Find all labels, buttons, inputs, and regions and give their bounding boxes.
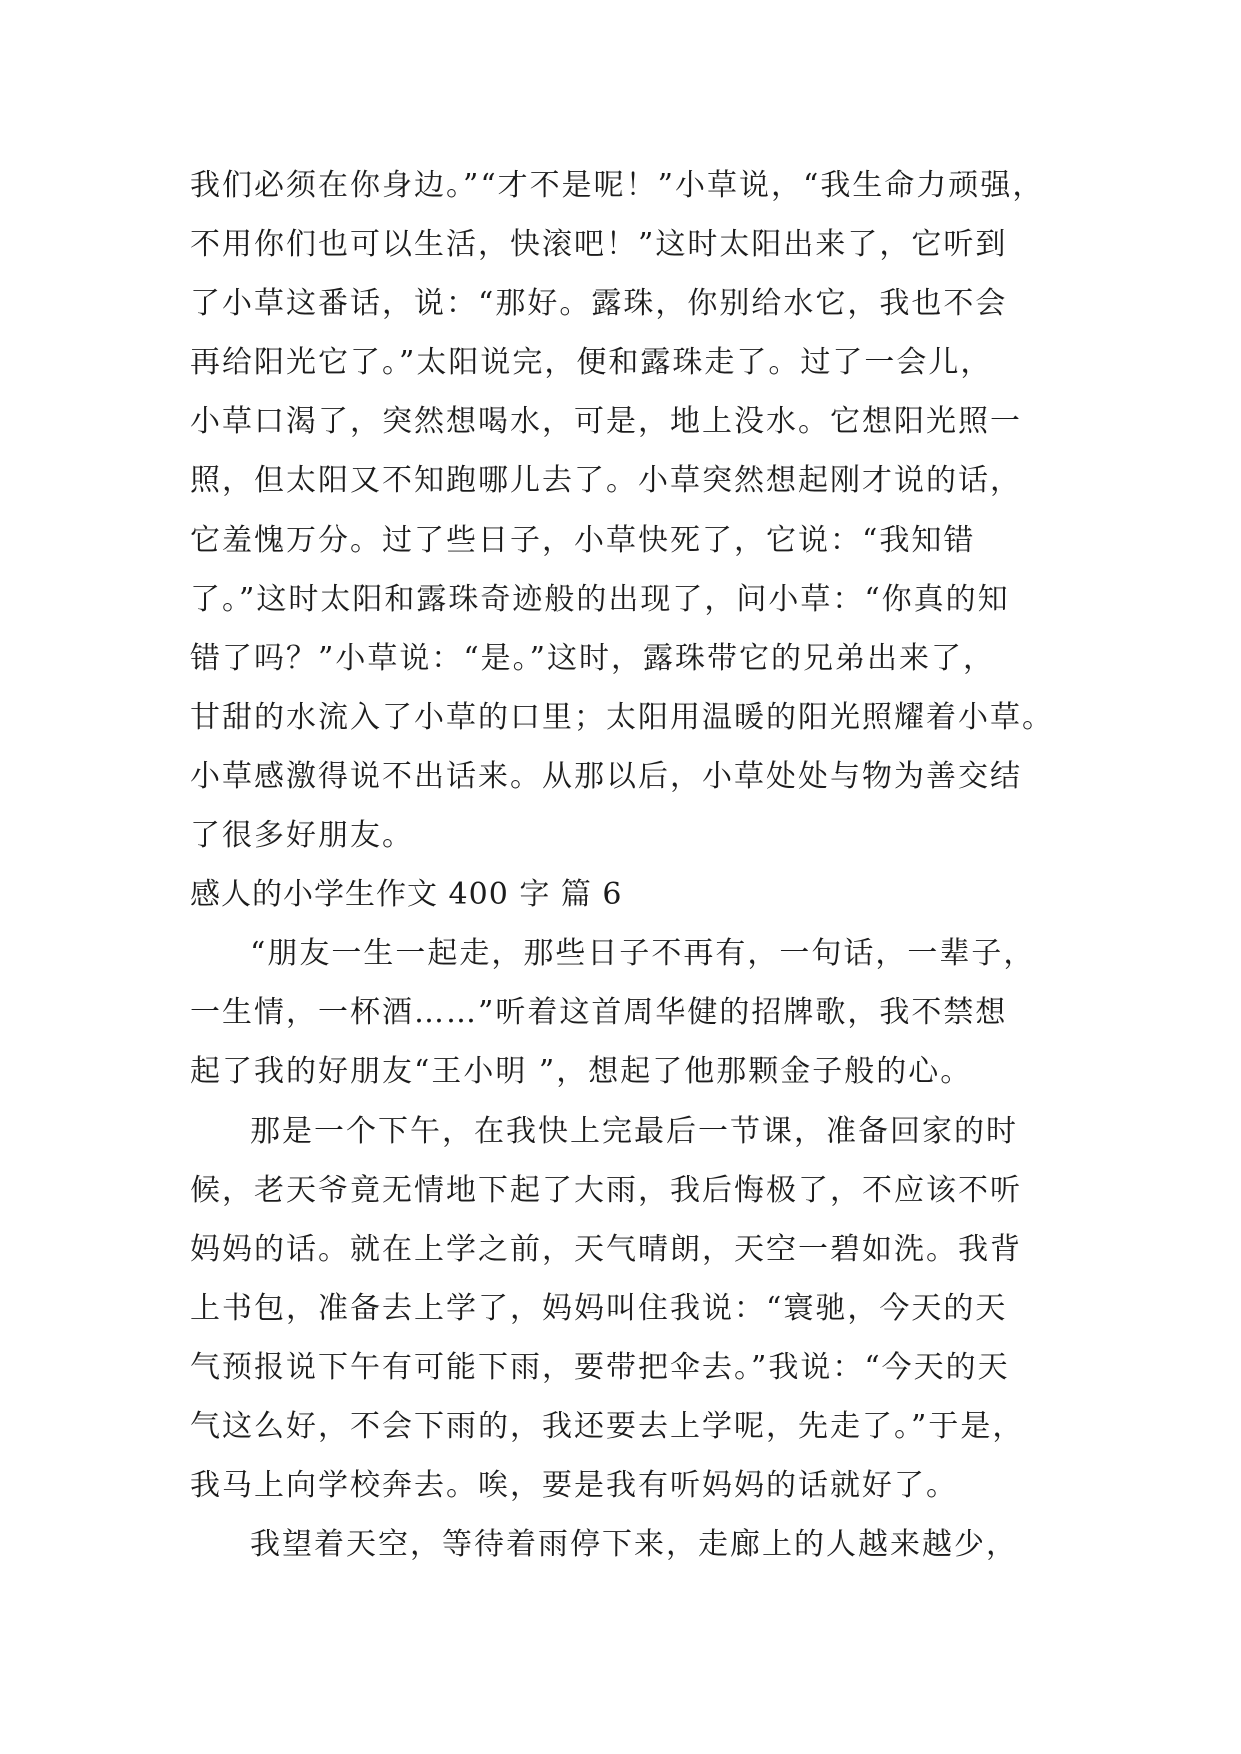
text-line: 我望着天空，等待着雨停下来，走廊上的人越来越少， bbox=[250, 1527, 1018, 1563]
text-line: 错了吗？”小草说：“是。”这时，露珠带它的兄弟出来了， bbox=[190, 640, 996, 676]
text-line: 我们必须在你身边。”“才不是呢！”小草说，“我生命力顽强， bbox=[190, 168, 1045, 203]
text-line: 不用你们也可以生活，快滚吧！”这时太阳出来了，它听到 bbox=[190, 227, 1008, 263]
text-line: 气这么好，不会下雨的，我还要去上学呢，先走了。”于是， bbox=[190, 1408, 1025, 1444]
paragraph bbox=[190, 924, 1150, 1101]
continued-paragraph bbox=[190, 156, 1150, 865]
text-line: 它羞愧万分。过了些日子，小草快死了，它说：“我知错 bbox=[190, 522, 976, 558]
text-line: 气预报说下午有可能下雨，要带把伞去。”我说：“今天的天 bbox=[190, 1349, 1010, 1385]
text-line: 候，老天爷竟无情地下起了大雨，我后悔极了，不应该不听 bbox=[190, 1172, 1022, 1208]
text-line: 了。”这时太阳和露珠奇迹般的出现了，问小草：“你真的知 bbox=[190, 581, 1010, 617]
section-heading: 感人的小学生作文 400 字 篇 6 bbox=[190, 877, 623, 913]
text-line: 了小草这番话，说：“那好。露珠，你别给水它，我也不会 bbox=[190, 286, 1008, 322]
text-line: 妈妈的话。就在上学之前，天气晴朗，天空一碧如洗。我背 bbox=[190, 1231, 1022, 1267]
text-line: 小草口渴了，突然想喝水，可是，地上没水。它想阳光照一 bbox=[190, 404, 1022, 440]
paragraph bbox=[190, 1515, 1150, 1574]
text-line: 我马上向学校奔去。唉，要是我有听妈妈的话就好了。 bbox=[190, 1468, 958, 1504]
text-line: 那是一个下午，在我快上完最后一节课，准备回家的时 bbox=[250, 1113, 1018, 1149]
text-line: 一生情，一杯酒……”听着这首周华健的招牌歌，我不禁想 bbox=[190, 995, 1008, 1031]
text-line: 起了我的好朋友“王小明 ”，想起了他那颗金子般的心。 bbox=[190, 1054, 973, 1090]
paragraph bbox=[190, 1102, 1150, 1516]
text-line: 再给阳光它了。”太阳说完，便和露珠走了。过了一会儿， bbox=[190, 345, 993, 381]
document-body bbox=[190, 156, 1150, 1574]
text-line: 了很多好朋友。 bbox=[190, 818, 414, 854]
text-line: 甘甜的水流入了小草的口里；太阳用温暖的阳光照耀着小草。 bbox=[190, 699, 1054, 735]
text-line: 照，但太阳又不知跑哪儿去了。小草突然想起刚才说的话， bbox=[190, 463, 1022, 499]
text-line: “朋友一生一起走，那些日子不再有，一句话，一辈子， bbox=[250, 936, 1036, 972]
text-line: 小草感激得说不出话来。从那以后，小草处处与物为善交结 bbox=[190, 758, 1022, 794]
text-line: 上书包，准备去上学了，妈妈叫住我说：“寰驰，今天的天 bbox=[190, 1290, 1008, 1326]
